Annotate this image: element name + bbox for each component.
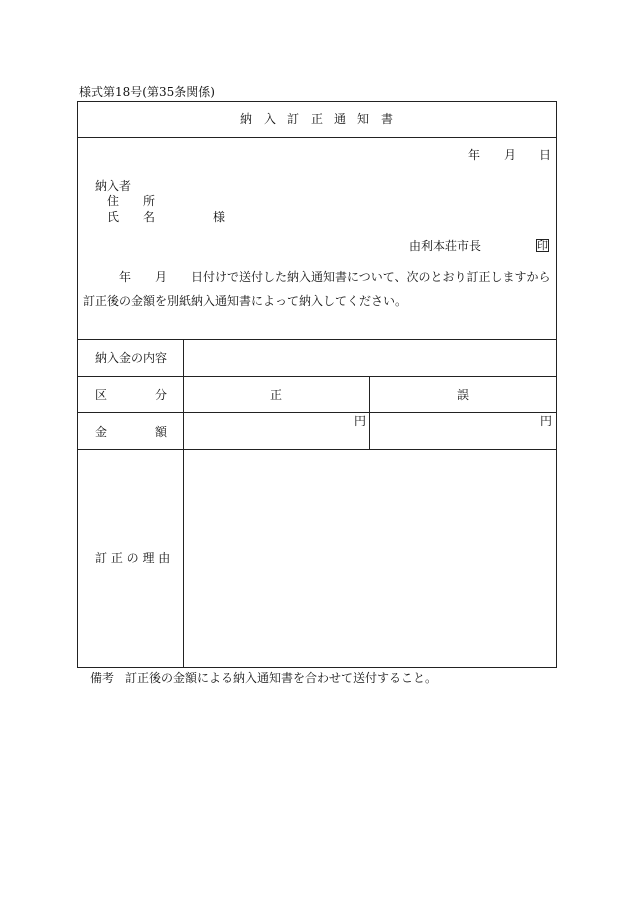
rule-category bbox=[77, 412, 557, 413]
yen-unit-wrong: 円 bbox=[540, 414, 553, 428]
title-char-2: 入 bbox=[264, 112, 277, 126]
title-char-3: 訂 bbox=[287, 112, 300, 126]
remark-label: 備考 bbox=[90, 671, 115, 685]
date-day: 日 bbox=[539, 148, 552, 162]
amount-char-2: 額 bbox=[155, 425, 168, 439]
name-char-2: 名 bbox=[143, 210, 156, 224]
body-line-2: 訂正後の金額を別紙納入通知書によって納入してください。 bbox=[83, 294, 408, 308]
remark-text: 訂正後の金額による納入通知書を合わせて送付すること。 bbox=[125, 671, 438, 685]
payer-label: 納入者 bbox=[95, 179, 132, 193]
rule-correct-wrong bbox=[369, 376, 370, 449]
name-char-1: 氏 bbox=[107, 210, 120, 224]
date-month: 月 bbox=[504, 148, 517, 162]
title-char-7: 書 bbox=[381, 112, 394, 126]
title-char-5: 通 bbox=[334, 112, 347, 126]
seal-mark: 印 bbox=[537, 239, 548, 252]
address-char-1: 住 bbox=[107, 194, 120, 208]
rule-amount bbox=[77, 449, 557, 450]
rule-table-top bbox=[77, 339, 557, 340]
amount-char-1: 金 bbox=[95, 425, 108, 439]
address-char-2: 所 bbox=[143, 194, 156, 208]
date-year: 年 bbox=[468, 148, 481, 162]
title-char-4: 正 bbox=[311, 112, 324, 126]
category-char-1: 区 bbox=[95, 388, 108, 402]
form-number-label: 様式第18号(第35条関係) bbox=[79, 85, 215, 99]
content-label: 納入金の内容 bbox=[95, 351, 168, 365]
title-char-6: 知 bbox=[357, 112, 370, 126]
body-year: 年 bbox=[119, 270, 132, 284]
issuer-title: 由利本荘市長 bbox=[409, 239, 482, 253]
honorific: 様 bbox=[213, 210, 226, 224]
rule-title bbox=[77, 137, 557, 138]
body-line-1: 日付けで送付した納入通知書について、次のとおり訂正しますから bbox=[191, 270, 551, 284]
wrong-header: 誤 bbox=[457, 388, 470, 402]
rule-label-column bbox=[183, 339, 184, 667]
correct-header: 正 bbox=[270, 388, 283, 402]
form-frame bbox=[77, 101, 557, 668]
title-char-1: 納 bbox=[240, 112, 253, 126]
rule-content bbox=[77, 376, 557, 377]
category-char-2: 分 bbox=[155, 388, 168, 402]
body-month: 月 bbox=[155, 270, 168, 284]
reason-label: 訂 正 の 理 由 bbox=[95, 551, 171, 565]
yen-unit-correct: 円 bbox=[354, 414, 367, 428]
